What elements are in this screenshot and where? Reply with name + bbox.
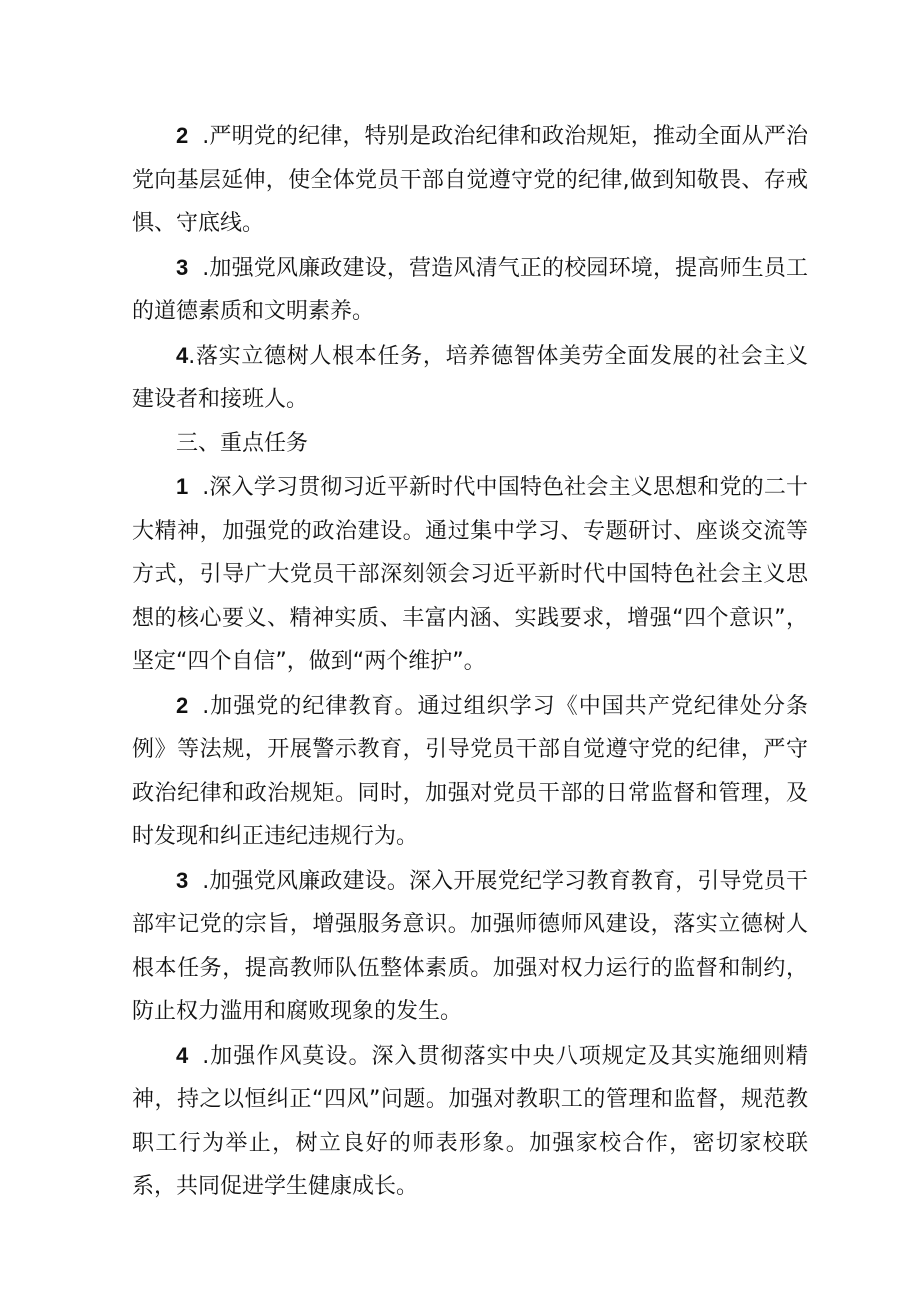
- paragraph-number: 3: [176, 867, 189, 893]
- paragraph-number: 4: [176, 342, 189, 368]
- paragraph-goal-2: [132, 114, 808, 246]
- paragraph-text: .深入学习贯彻习近平新时代中国特色社会主义思想和党的二十大精神，加强党的政治建设。通过集中学习、专题研讨、座谈交流等方式，引导广大党员干部深刻领会习近平新时代中国特色社会主义思想的核心要义、精神实质、丰富内涵、实践要求，增强“四个意识”，坚定“四个自信”，做到“两个维护”。: [132, 475, 808, 674]
- paragraph-task-1: [132, 465, 808, 684]
- paragraph-text: .加强党风廉政建设。深入开展党纪学习教育教育，引导党员干部牢记党的宗旨，增强服务意识。加强师德师风建设，落实立德树人根本任务，提高教师队伍整体素质。加强对权力运行的监督和制约，防止权力滥用和腐败现象的发生。: [132, 868, 808, 1024]
- paragraph-number: 1: [176, 474, 189, 499]
- paragraph-task-4: [132, 1034, 808, 1209]
- document-body: [132, 114, 808, 1209]
- paragraph-text: .落实立德树人根本任务，培养德智体美劳全面发展的社会主义建设者和接班人。: [132, 343, 808, 412]
- paragraph-text: .加强党风廉政建设，营造风清气正的校园环境，提高师生员工的道德素质和文明素养。: [132, 255, 808, 324]
- paragraph-text: .严明党的纪律，特别是政治纪律和政治规矩，推动全面从严治党向基层延伸，使全体党员干部自觉遵守党的纪律,做到知敬畏、存戒惧、守底线。: [132, 124, 808, 236]
- paragraph-goal-3: [132, 246, 808, 334]
- paragraph-goal-4: [132, 334, 808, 422]
- paragraph-task-3: [132, 859, 808, 1034]
- paragraph-number: 2: [176, 692, 189, 718]
- section-heading: [132, 422, 808, 466]
- paragraph-text: .加强党的纪律教育。通过组织学习《中国共产党纪律处分条例》等法规，开展警示教育，引导党员干部自觉遵守党的纪律，严守政治纪律和政治规矩。同时，加强对党员干部的日常监督和管理，及时发现和纠正违纪违规行为。: [132, 693, 808, 849]
- paragraph-number: 2: [176, 123, 189, 148]
- section-heading-text: 三、重点任务: [176, 430, 309, 456]
- paragraph-number: 4: [176, 1042, 189, 1068]
- paragraph-number: 3: [176, 254, 189, 280]
- paragraph-text: .加强作风莫设。深入贯彻落实中央八项规定及其实施细则精神，持之以恒纠正“四风”问题。加强对教职工的管理和监督，规范教职工行为举止，树立良好的师表形象。加强家校合作，密切家校联系，共同促进学生健康成长。: [132, 1043, 808, 1199]
- paragraph-task-2: [132, 684, 808, 859]
